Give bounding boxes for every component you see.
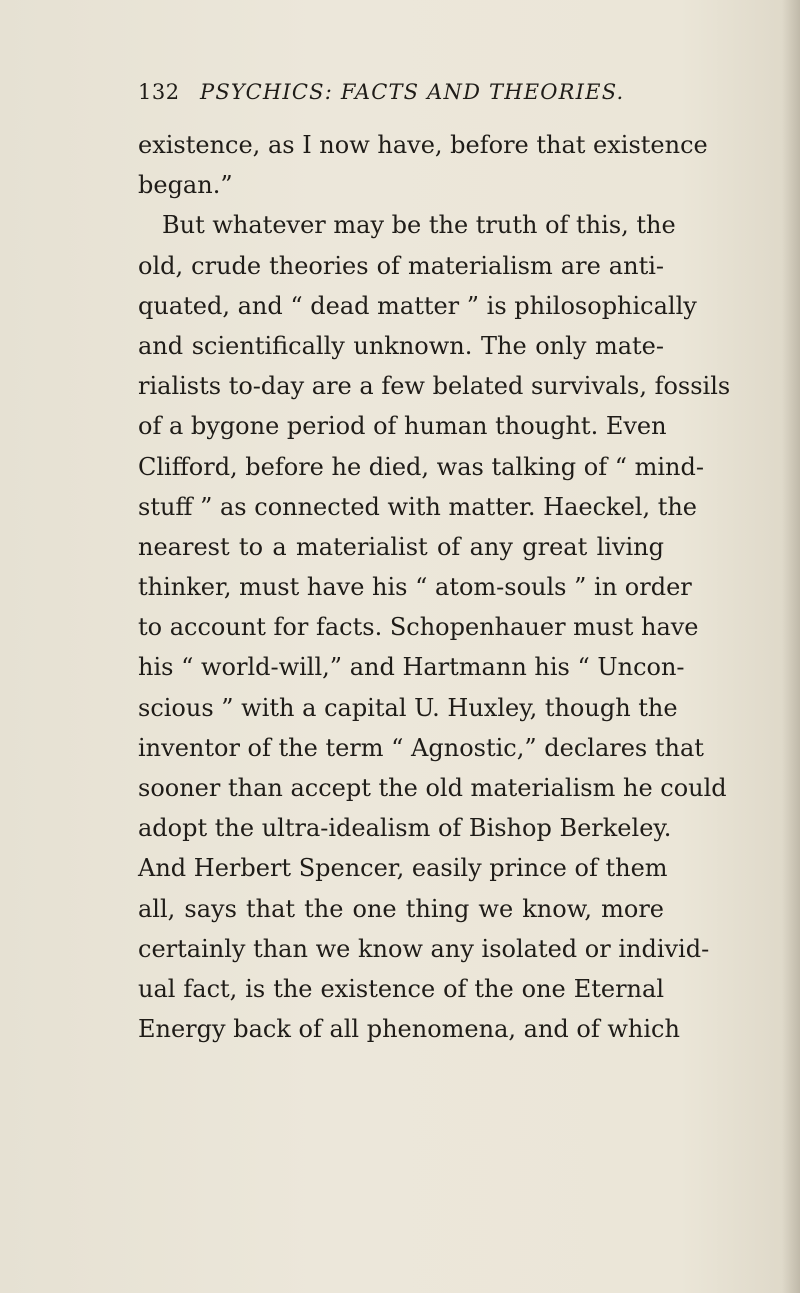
text-line: And Herbert Spencer, easily prince of them bbox=[138, 854, 668, 883]
text-line: certainly than we know any isolated or individ- bbox=[138, 934, 710, 963]
text-line: inventor of the term “ Agnostic,” declares that bbox=[138, 733, 704, 762]
text-line: But whatever may be the truth of this, the bbox=[162, 211, 676, 240]
text-line: adopt the ultra-idealism of Bishop Berkeley. bbox=[138, 814, 672, 843]
text-line: existence, as I now have, before that existence bbox=[138, 131, 708, 159]
text-line: scious ” with a capital U. Huxley, though the bbox=[138, 693, 678, 722]
text-line: Energy back of all phenomena, and of which bbox=[138, 1015, 680, 1044]
text-line: stuff ” as connected with matter. Haeckel, the bbox=[138, 492, 698, 521]
text-line: ual fact, is the existence of the one Eternal bbox=[138, 974, 664, 1003]
body-text bbox=[138, 125, 731, 1049]
page-number: 132 bbox=[138, 80, 180, 104]
text-line: to account for facts. Schopenhauer must have bbox=[138, 613, 699, 642]
text-line: nearest to a materialist of any great living bbox=[138, 532, 664, 561]
page-edge-shadow bbox=[782, 0, 800, 1293]
text-line: old, crude theories of materialism are anti- bbox=[138, 251, 664, 280]
running-title: PSYCHICS: FACTS AND THEORIES. bbox=[200, 80, 625, 104]
text-line: quated, and “ dead matter ” is philosophically bbox=[138, 291, 697, 320]
text-line: Clifford, before he died, was talking of “ mind- bbox=[138, 452, 704, 481]
text-line: thinker, must have his “ atom-souls ” in order bbox=[138, 573, 692, 602]
running-header bbox=[138, 80, 658, 110]
text-line: all, says that the one thing we know, more bbox=[138, 894, 664, 923]
text-line: sooner than accept the old materialism he could bbox=[138, 774, 727, 802]
text-line: his “ world-will,” and Hartmann his “ Uncon- bbox=[138, 653, 685, 682]
text-line: rialists to-day are a few belated survivals, fossils bbox=[138, 372, 731, 401]
text-line: of a bygone period of human thought. Even bbox=[138, 412, 667, 441]
text-line: began.” bbox=[138, 171, 233, 200]
text-line: and scientifically unknown. The only mate- bbox=[138, 331, 664, 360]
